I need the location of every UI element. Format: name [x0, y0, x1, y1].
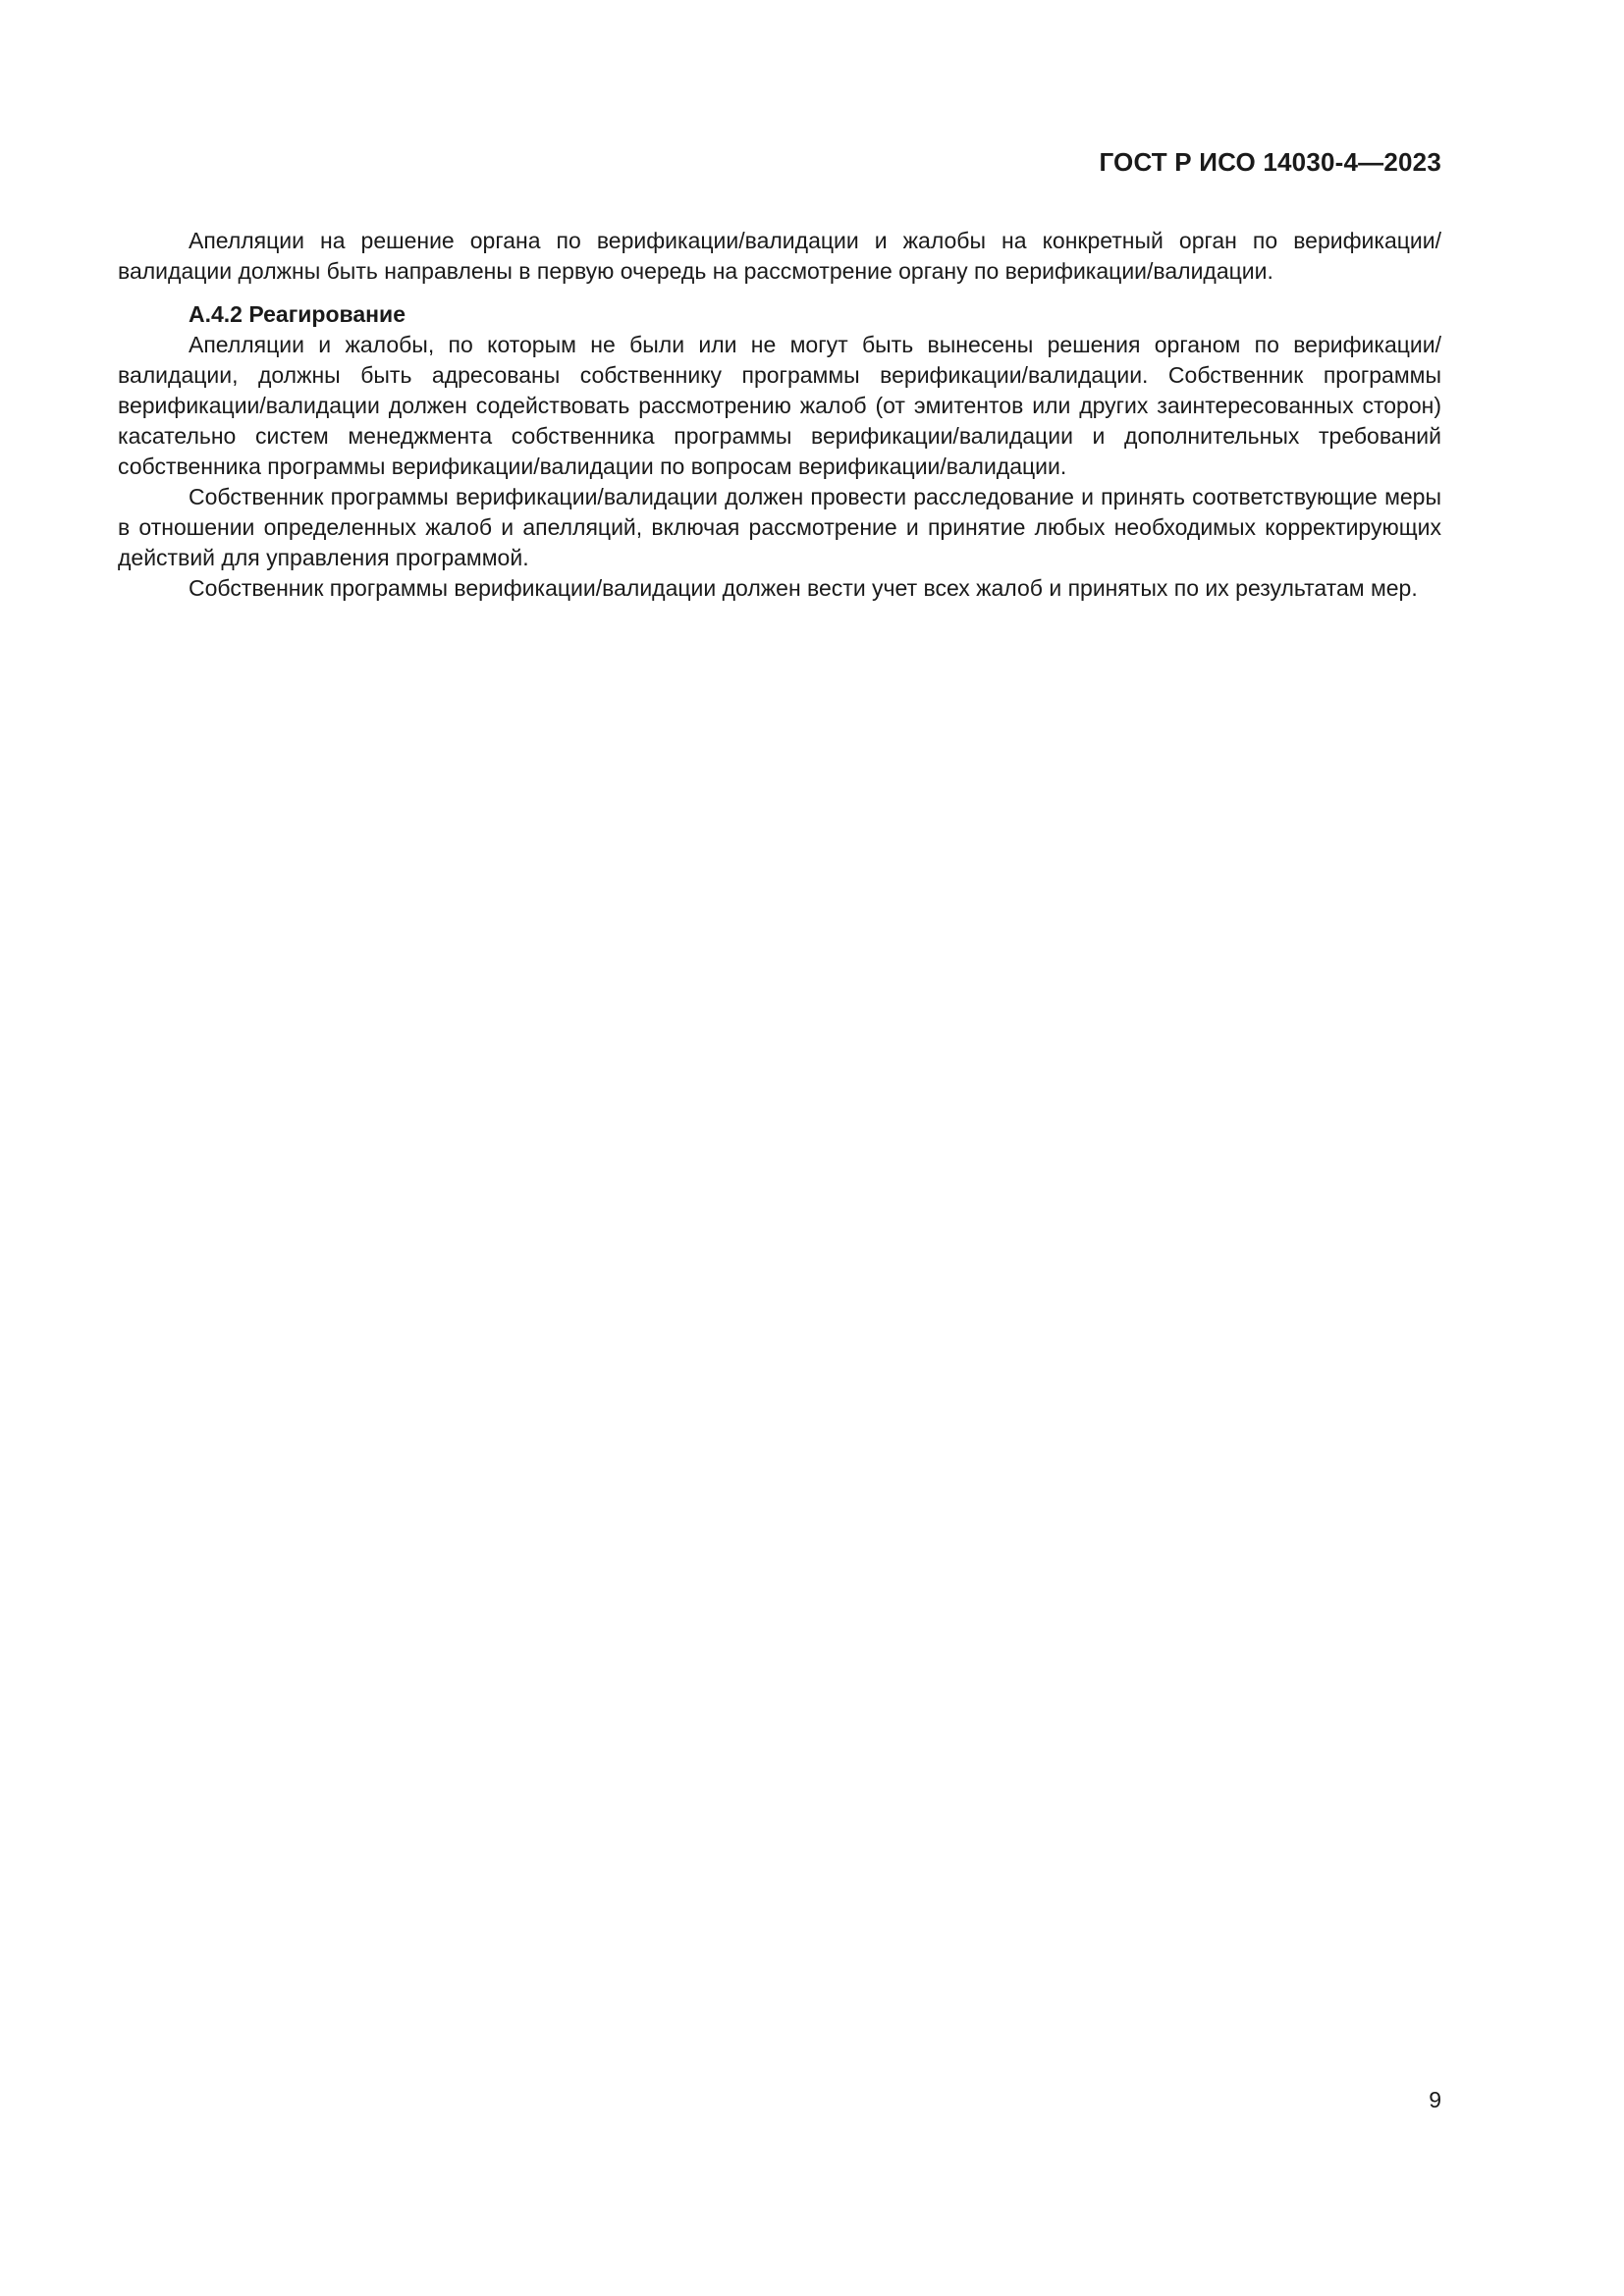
page-number: 9: [1429, 2087, 1441, 2112]
paragraph-appeals-intro: Апелляции на решение органа по верификации/валидации и жалобы на конкретный орган по верификации/валидации должны быть направлены в первую очередь на рассмотрение органу по верификации/валидации.: [118, 228, 1441, 284]
paragraph-records: Собственник программы верификации/валидации должен вести учет всех жалоб и принятых по их результатам мер.: [189, 575, 1418, 601]
paragraph-investigation: Собственник программы верификации/валидации должен провести расследование и принять соответствующие меры в отношении определенных жалоб и апелляций, включая рассмотрение и принятие любых необходимых корректирующих действий для управления программой.: [118, 484, 1441, 570]
document-code-header: ГОСТ Р ИСО 14030-4—2023: [1099, 147, 1441, 177]
document-body: [118, 226, 1441, 604]
section-heading: А.4.2 Реагирование: [189, 301, 406, 327]
paragraph-response: Апелляции и жалобы, по которым не были или не могут быть вынесены решения органом по верификации/валидации, должны быть адресованы собственнику программы верификации/валидации. Собственник программы верификации/валидации должен содействовать рассмотрению жалоб (от эмитентов или других заинтересованных сторон) касательно систем менеджмента собственника программы верификации/валидации и дополнительных требований собственника программы верификации/валидации по вопросам верификации/валидации.: [118, 332, 1441, 479]
